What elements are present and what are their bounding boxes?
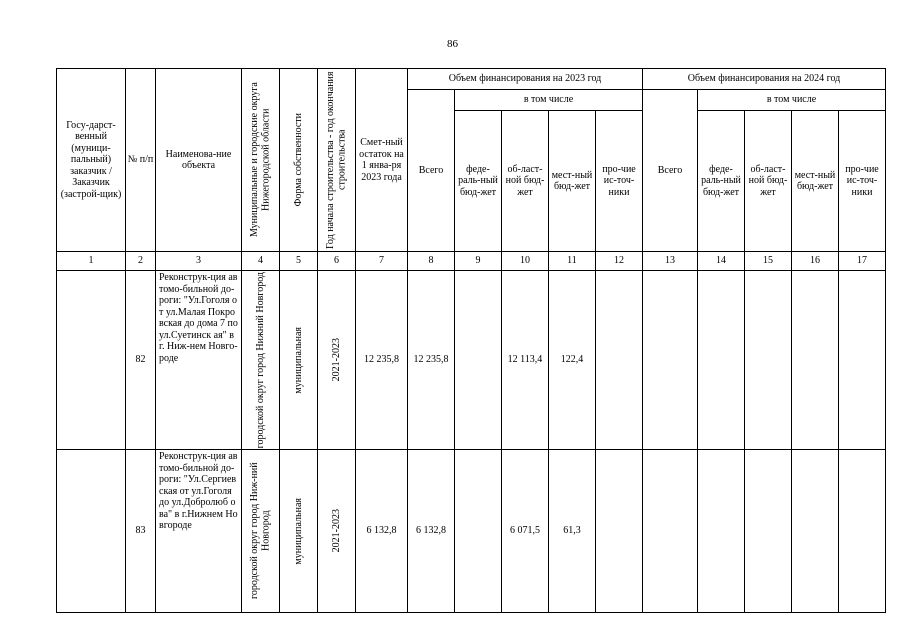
cell-municipality: городской округ город Ниж-ний Новгород bbox=[242, 450, 280, 613]
cell-municipality: городской округ город Нижний Новгород bbox=[242, 271, 280, 450]
cell-2023-local: 61,3 bbox=[549, 450, 596, 613]
column-number: 14 bbox=[698, 252, 745, 271]
column-number: 11 bbox=[549, 252, 596, 271]
cell-2023-other bbox=[596, 271, 643, 450]
table-row bbox=[57, 271, 886, 450]
column-number: 8 bbox=[408, 252, 455, 271]
header-2024-regional: об-ласт-ной бюд-жет bbox=[745, 111, 792, 252]
cell-2024-federal bbox=[698, 450, 745, 613]
column-number: 16 bbox=[792, 252, 839, 271]
cell-2024-local bbox=[792, 271, 839, 450]
cell-years: 2021-2023 bbox=[318, 271, 356, 450]
cell-ownership: муниципальная bbox=[280, 271, 318, 450]
header-funding-2023: Объем финансирования на 2023 год bbox=[408, 69, 643, 90]
cell-num: 83 bbox=[126, 450, 156, 613]
cell-2023-total: 12 235,8 bbox=[408, 271, 455, 450]
header-municipality: Муниципальные и городские округа Нижегородской области bbox=[242, 69, 280, 252]
cell-2024-regional bbox=[745, 450, 792, 613]
cell-2024-other bbox=[839, 450, 886, 613]
header-funding-2024: Объем финансирования на 2024 год bbox=[643, 69, 886, 90]
page-number: 86 bbox=[447, 38, 458, 50]
cell-customer bbox=[57, 271, 126, 450]
cell-2023-regional: 6 071,5 bbox=[502, 450, 549, 613]
header-2023-regional: об-ласт-ной бюд-жет bbox=[502, 111, 549, 252]
column-number: 15 bbox=[745, 252, 792, 271]
column-number: 7 bbox=[356, 252, 408, 271]
cell-num: 82 bbox=[126, 271, 156, 450]
header-2024-federal: феде-раль-ный бюд-жет bbox=[698, 111, 745, 252]
cell-balance: 12 235,8 bbox=[356, 271, 408, 450]
cell-2024-total bbox=[643, 450, 698, 613]
column-number: 6 bbox=[318, 252, 356, 271]
cell-2024-regional bbox=[745, 271, 792, 450]
header-2023-local: мест-ный бюд-жет bbox=[549, 111, 596, 252]
cell-customer bbox=[57, 450, 126, 613]
header-2024-total: Всего bbox=[643, 90, 698, 252]
cell-ownership: муниципальная bbox=[280, 450, 318, 613]
cell-object-name: Реконструк-ция автомо-бильной до-роги: "Ул.Сергиев ская от ул.Гоголя до ул.Добролюб ова" в г.Нижнем Новгороде bbox=[156, 450, 242, 613]
header-2024-local: мест-ный бюд-жет bbox=[792, 111, 839, 252]
header-row-1 bbox=[57, 69, 886, 90]
cell-object-name: Реконструк-ция автомо-бильной до-роги: "Ул.Гоголя от ул.Малая Покровская до дома 7 по ул.Суетинск ая" в г. Ниж-нем Новго-роде bbox=[156, 271, 242, 450]
cell-2024-total bbox=[643, 271, 698, 450]
column-number: 13 bbox=[643, 252, 698, 271]
column-number: 17 bbox=[839, 252, 886, 271]
cell-2023-federal bbox=[455, 450, 502, 613]
column-number: 3 bbox=[156, 252, 242, 271]
header-balance: Смет-ный остаток на 1 янва-ря 2023 года bbox=[356, 69, 408, 252]
header-object-name: Наименова-ние объекта bbox=[156, 69, 242, 252]
header-num: № п/п bbox=[126, 69, 156, 252]
header-years: Год начала строительства - год окончания строительства bbox=[318, 69, 356, 252]
header-2023-federal: феде-раль-ный бюд-жет bbox=[455, 111, 502, 252]
column-number: 4 bbox=[242, 252, 280, 271]
header-2023-including: в том числе bbox=[455, 90, 643, 111]
column-number: 9 bbox=[455, 252, 502, 271]
header-2024-other: про-чие ис-точ-ники bbox=[839, 111, 886, 252]
cell-2023-regional: 12 113,4 bbox=[502, 271, 549, 450]
cell-2024-other bbox=[839, 271, 886, 450]
table-row bbox=[57, 450, 886, 613]
cell-2023-total: 6 132,8 bbox=[408, 450, 455, 613]
cell-2024-local bbox=[792, 450, 839, 613]
column-number: 2 bbox=[126, 252, 156, 271]
cell-years: 2021-2023 bbox=[318, 450, 356, 613]
cell-2023-other bbox=[596, 450, 643, 613]
funding-table bbox=[56, 68, 886, 613]
cell-2023-local: 122,4 bbox=[549, 271, 596, 450]
cell-2023-federal bbox=[455, 271, 502, 450]
column-number: 5 bbox=[280, 252, 318, 271]
header-customer: Госу-дарст-венный (муници-пальный) заказчик / Заказчик (застрой-щик) bbox=[57, 69, 126, 252]
header-2023-total: Всего bbox=[408, 90, 455, 252]
column-number: 12 bbox=[596, 252, 643, 271]
column-number: 1 bbox=[57, 252, 126, 271]
column-number: 10 bbox=[502, 252, 549, 271]
column-number-row bbox=[57, 252, 886, 271]
header-ownership: Форма собственности bbox=[280, 69, 318, 252]
header-2024-including: в том числе bbox=[698, 90, 886, 111]
cell-balance: 6 132,8 bbox=[356, 450, 408, 613]
header-2023-other: про-чие ис-точ-ники bbox=[596, 111, 643, 252]
cell-2024-federal bbox=[698, 271, 745, 450]
